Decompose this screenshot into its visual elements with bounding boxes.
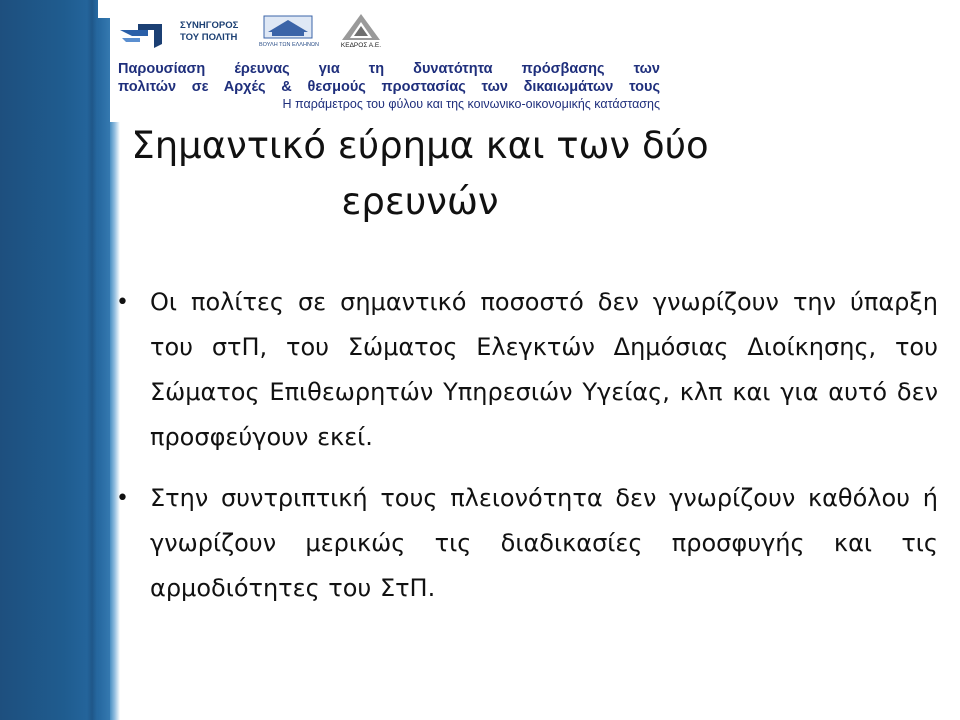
kedros-triangle-icon: [336, 12, 386, 42]
synigoros-logo-mark: [118, 20, 174, 50]
synigoros-logo: [118, 14, 238, 54]
logos-row: [110, 0, 662, 56]
kedros-logo-text: ΚΕΔΡΟΣ Α.Ε.: [340, 42, 382, 49]
side-decoration-notch: [98, 0, 110, 18]
side-decoration-stripe: [87, 0, 97, 720]
bullet-list: [116, 280, 938, 627]
bullet-dot-icon: •: [116, 486, 129, 511]
side-decoration-band: [0, 0, 116, 720]
kedros-logo: [336, 12, 386, 52]
parliament-logo-text: ΒΟΥΛΗ ΤΩΝ ΕΛΛΗΝΩΝ: [258, 42, 320, 48]
slide-title-line1: Σημαντικό εύρημα και των δύο: [131, 124, 709, 167]
slide-title: [120, 118, 720, 230]
bullet-item: [116, 280, 938, 460]
banner-title-line1: Παρουσίαση έρευνας για τη δυνατότητα πρόσβασης των: [118, 61, 660, 77]
banner-title-line2: πολιτών σε Αρχές & θεσμούς προστασίας των δικαιωμάτων τους: [118, 79, 660, 95]
bullet-text: Στην συντριπτική τους πλειονότητα δεν γνωρίζουν καθόλου ή γνωρίζουν μερικώς τις διαδικασίες προσφυγής και τις αρμοδιότητες του ΣτΠ.: [150, 484, 938, 602]
synigoros-logo-text: [180, 20, 238, 44]
bullet-item: [116, 476, 938, 611]
header-banner: [110, 0, 662, 122]
banner-subtitle: Η παράμετρος του φύλου και της κοινωνικο-οικονομικής κατάστασης: [282, 97, 660, 111]
parliament-emblem-icon: [258, 14, 318, 42]
slide-title-line2: ερευνών: [341, 180, 499, 223]
banner-title: [118, 60, 660, 96]
bullet-dot-icon: •: [116, 290, 129, 315]
synigoros-line1: ΣΥΝΗΓΟΡΟΣ: [180, 20, 239, 31]
bullet-text: Οι πολίτες σε σημαντικό ποσοστό δεν γνωρίζουν την ύπαρξη του στΠ, του Σώματος Ελεγκτών Δημόσιας Διοίκησης, του Σώματος Επιθεωρητών Υπηρεσιών Υγείας, κλπ και για αυτό δεν προσφεύγουν εκεί.: [150, 288, 938, 451]
parliament-logo: [258, 14, 318, 50]
synigoros-line2: ΤΟΥ ΠΟΛΙΤΗ: [180, 32, 238, 43]
